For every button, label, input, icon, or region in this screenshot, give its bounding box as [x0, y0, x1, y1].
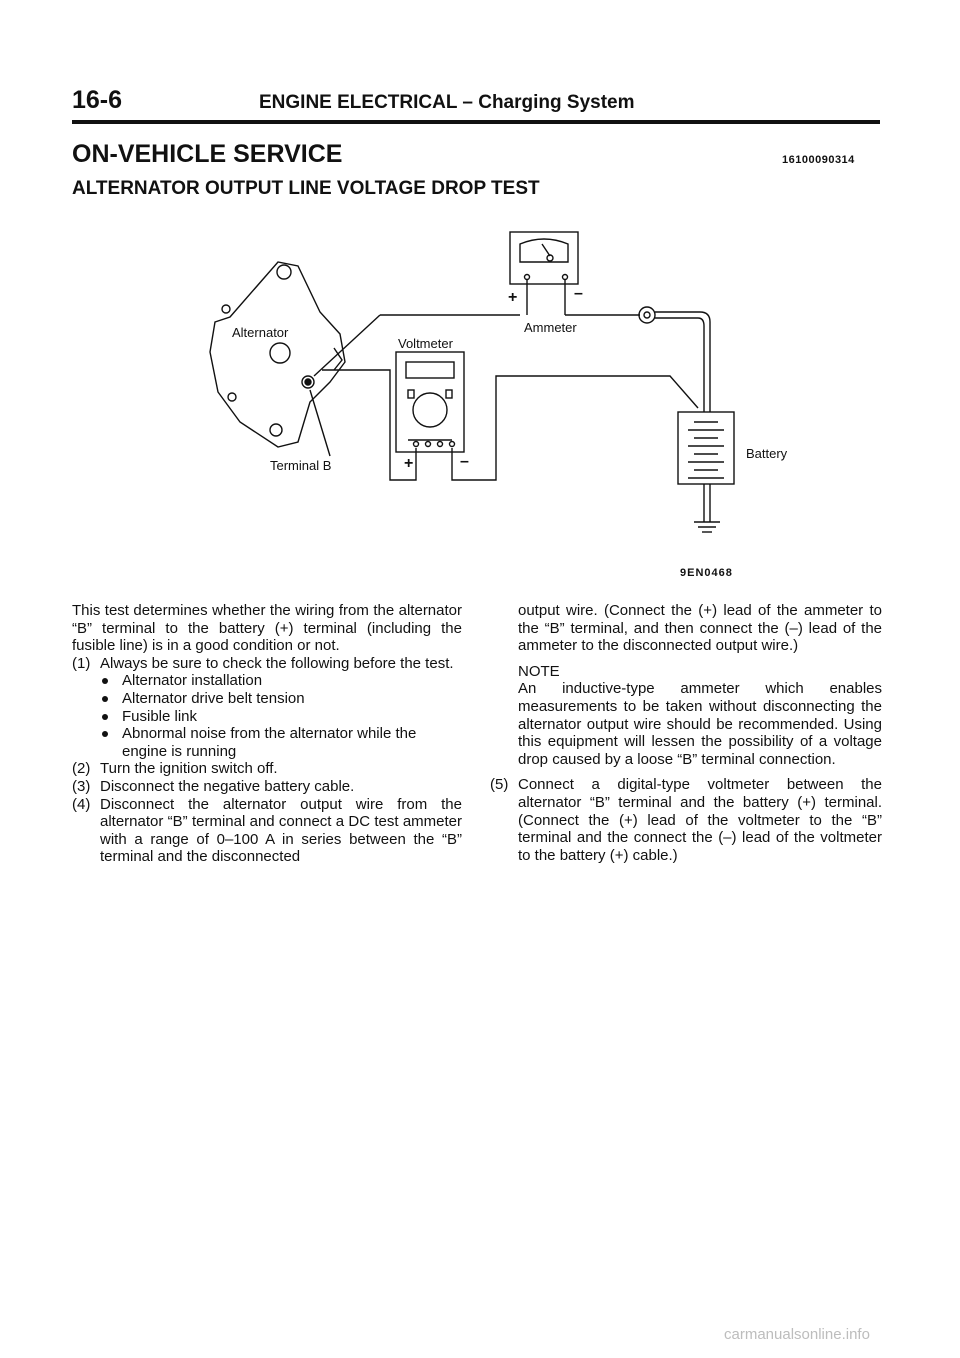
alternator-drawing — [210, 262, 345, 447]
chapter-title: ENGINE ELECTRICAL – Charging System — [259, 92, 635, 113]
step-4-text: Disconnect the alternator output wire from the alternator “B” terminal and connect a DC test ammeter with a range of 0–100 A in series between the “B” terminal and the disconnected — [100, 795, 462, 866]
step-2 — [72, 760, 462, 778]
header-rule — [72, 120, 880, 124]
ammeter-plus-sign: + — [508, 289, 518, 306]
bullet-icon — [102, 714, 108, 720]
document-id: 16100090314 — [782, 154, 855, 166]
step-1-text: Always be sure to check the following before the test. — [100, 654, 454, 672]
note-text: An inductive-type ammeter which enables measurements to be taken without disconnecting the alternator output wire should be recommended. Using this equipment will lessen the possibility of a voltage drop caused by a loose “B” terminal connection. — [518, 680, 882, 768]
intro-paragraph: This test determines whether the wiring from the alternator “B” terminal to the battery (+) terminal (including the fusible line) is in a good condition or not. — [72, 602, 462, 655]
step-3-text: Disconnect the negative battery cable. — [100, 777, 355, 795]
battery-label: Battery — [746, 446, 788, 461]
step-3-number: (3) — [72, 777, 91, 795]
subsection-title: ALTERNATOR OUTPUT LINE VOLTAGE DROP TEST — [72, 178, 540, 199]
bullet-icon — [102, 678, 108, 684]
page-number: 16-6 — [72, 86, 123, 114]
list-item: Alternator drive belt tension — [72, 690, 462, 708]
right-column — [490, 602, 882, 864]
step-4-continued: output wire. (Connect the (+) lead of the ammeter to the “B” terminal, and then connect the (–) lead of the ammeter to the disconnected output wire.) — [518, 602, 882, 655]
voltmeter-label: Voltmeter — [398, 336, 453, 351]
step-1 — [72, 655, 462, 673]
step-3 — [72, 778, 462, 796]
list-item: Fusible link — [72, 708, 462, 726]
watermark: carmanualsonline.info — [724, 1326, 870, 1343]
ammeter-drawing — [510, 232, 578, 315]
page-header — [72, 86, 884, 122]
bullet-icon — [102, 696, 108, 702]
wiring-diagram — [170, 222, 810, 552]
section-title: ON-VEHICLE SERVICE — [72, 140, 343, 168]
voltmeter-plus-sign: + — [404, 455, 414, 472]
note-label: NOTE — [518, 662, 560, 680]
alternator-label: Alternator — [232, 325, 289, 340]
bullet-icon — [102, 731, 108, 737]
step-5-number: (5) — [490, 776, 509, 794]
ammeter-label: Ammeter — [524, 320, 577, 335]
list-item: Alternator installation — [72, 672, 462, 690]
battery-drawing — [678, 412, 734, 532]
step-4-number: (4) — [72, 795, 91, 813]
voltmeter-minus-sign: – — [460, 453, 469, 470]
list-item: Abnormal noise from the alternator while the engine is running — [72, 725, 462, 760]
voltmeter-drawing — [396, 352, 464, 452]
check-list — [72, 672, 462, 760]
step-4 — [72, 796, 462, 866]
step-1-number: (1) — [72, 654, 91, 672]
ammeter-minus-sign: – — [574, 285, 583, 302]
step-5-text: Connect a digital-type voltmeter between the alternator “B” terminal and the battery (+) terminal. (Connect the (+) lead of the voltmeter to the “B” terminal and the connect the (–) lead of the voltmeter to the battery (+) cable.) — [518, 776, 882, 864]
left-column — [72, 602, 462, 866]
terminal-b-label: Terminal B — [270, 458, 332, 473]
step-5 — [490, 776, 882, 864]
step-2-text: Turn the ignition switch off. — [100, 760, 278, 778]
figure-code: 9EN0468 — [680, 567, 733, 579]
step-2-number: (2) — [72, 760, 91, 778]
